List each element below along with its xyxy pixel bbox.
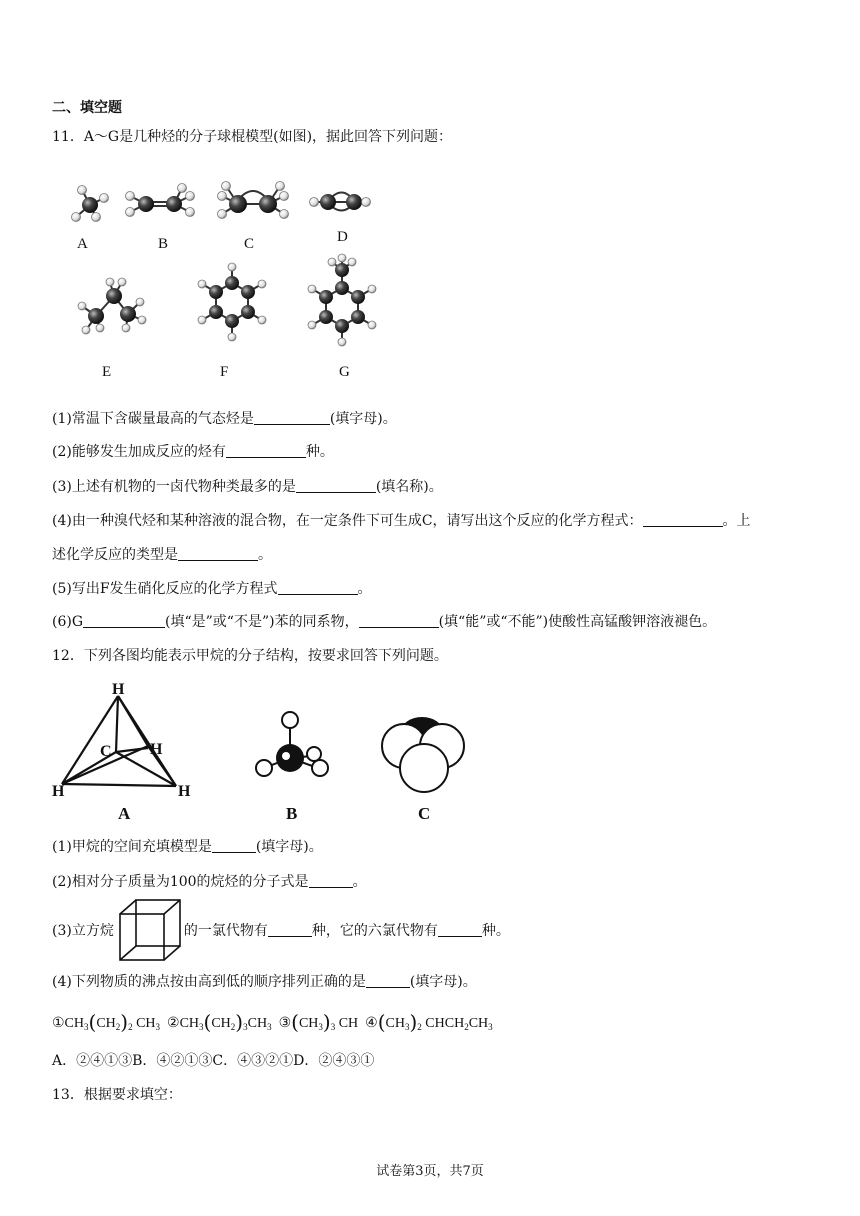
question-11-stem: 11．A～G是几种烃的分子球棍模型(如图)，据此回答下列问题： [52,129,453,145]
answer-blank[interactable] [83,613,165,628]
answer-blank[interactable] [278,580,358,595]
answer-blank[interactable] [296,478,376,493]
q11-molecule-models [52,170,402,385]
q11-part-6: (6)G (填“是”或“不是”)苯的同系物， (填“能”或“不能”)使酸性高锰酸钾溶液褪色。 [52,614,717,630]
answer-blank[interactable] [268,922,312,937]
model-label-c: C [244,236,255,252]
answer-blank[interactable] [212,838,256,853]
q12-part-1: (1)甲烷的空间充填模型是 (填字母)。 [52,839,323,855]
q11-part-2: (2)能够发生加成反应的烃有 种。 [52,444,334,460]
question-13-stem: 13．根据要求填空： [52,1087,182,1103]
answer-blank[interactable] [366,973,410,988]
q11-part-4-cont: 述化学反应的类型是 。 [52,547,272,563]
fig-label-b: B [286,804,298,823]
section-title: 二、填空题 [52,100,122,116]
q12-part-4: (4)下列物质的沸点按由高到低的顺序排列正确的是 (填字母)。 [52,974,477,990]
answer-blank[interactable] [254,410,330,425]
atom-h-left: H [52,783,65,800]
model-label-a: A [77,236,88,252]
atom-h-right: H [178,783,191,800]
page-footer: 试卷第3页，共7页 [376,1164,484,1179]
answer-blank[interactable] [226,443,306,458]
q11-part-5: (5)写出F发生硝化反应的化学方程式 。 [52,581,372,597]
answer-blank[interactable] [359,613,439,628]
model-label-g: G [339,364,350,380]
answer-blank[interactable] [643,512,723,527]
q12-part-3: (3)立方烷 的一氯代物有 种，它的六氯代物有 种。 [52,923,510,939]
question-12-stem: 12．下列各图均能表示甲烷的分子结构，按要求回答下列问题。 [52,648,448,664]
model-label-d: D [337,229,348,245]
model-label-b: B [158,236,169,252]
atom-h-top: H [112,681,125,698]
model-label-f: F [220,364,229,380]
compound-formulas: $①CH_3(CH_2)_2$ $CH_3$ $②CH_3(CH_2)_3CH_3$ $③(CH_3)_3$ CH $④(CH_3)_2$ $CHCH_2CH_3$ [52,1010,493,1034]
fig-label-a: A [118,804,131,823]
q12-options: A．②④①③B．④②①③C．④③②①D．②④③① [52,1053,375,1069]
fig-label-c: C [418,804,431,823]
answer-blank[interactable] [309,873,353,888]
q11-part-3: (3)上述有机物的一卤代物种类最多的是 (填名称)。 [52,479,443,495]
model-label-e: E [102,364,112,380]
atom-h-back: H [150,741,163,758]
q11-part-4: (4)由一种溴代烃和某种溶液的混合物，在一定条件下可生成C，请写出这个反应的化学方程式： 。上 [52,513,751,529]
q12-part-2: (2)相对分子质量为100的烷烃的分子式是 。 [52,874,367,890]
answer-blank[interactable] [438,922,482,937]
atom-c: C [100,743,112,760]
q11-part-1: (1)常温下含碳量最高的气态烃是 (填字母)。 [52,411,397,427]
answer-blank[interactable] [178,546,258,561]
